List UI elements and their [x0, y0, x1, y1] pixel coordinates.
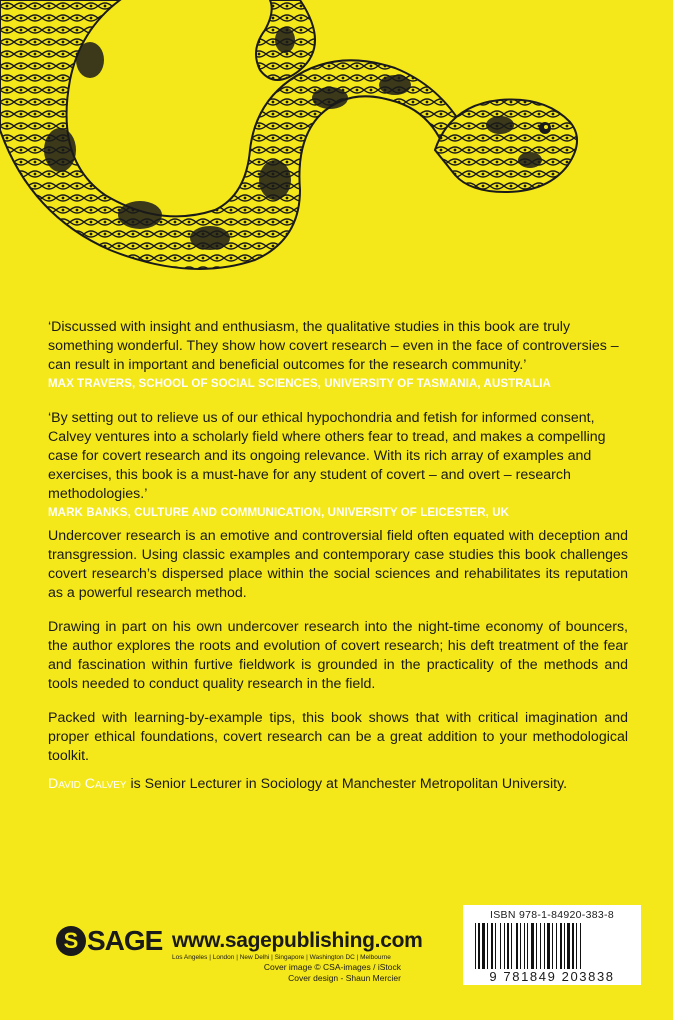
barcode-bar — [547, 923, 550, 969]
barcode-bar — [495, 923, 496, 969]
barcode-bar — [552, 923, 553, 969]
review-quote-1 — [48, 318, 628, 390]
isbn-barcode-box — [463, 905, 641, 985]
quote-text: ‘Discussed with insight and enthusiasm, the qualitative studies in this book are truly something wonderful. They show how covert research – even in the face of controversies – can result in important and beneficial outcomes for the research community.’ — [48, 319, 619, 373]
paragraph-text: Undercover research is an emotive and controversial field often equated with deception and transgression. Using classic examples and contemporary case studies this book challenges covert research’s dispersed place within the social sciences and rehabilitates its reputation as a powerful research method. — [48, 528, 628, 601]
barcode-bar — [491, 923, 493, 969]
quote-text: ‘By setting out to relieve us of our ethical hypochondria and fetish for informed consent, Calvey ventures into a scholarly field where others fear to tread, and makes a compelling case for covert research and its ongoing relevance. With its rich array of examples and exercises, this book is a must-have for any student of covert – and overt – research methodologies.’ — [48, 410, 606, 502]
barcode-bar — [520, 923, 521, 969]
barcode-bar — [540, 923, 541, 969]
barcode-bar — [544, 923, 545, 969]
barcode-bar — [524, 923, 525, 969]
barcode-bar — [478, 923, 480, 969]
barcode-bar — [572, 923, 574, 969]
cover-credits — [264, 962, 401, 984]
description-paragraph-3 — [48, 709, 628, 766]
review-quote-2 — [48, 409, 628, 519]
barcode-bar — [475, 923, 476, 969]
author-bio — [48, 775, 628, 794]
barcode-bar — [576, 923, 577, 969]
barcode-bar — [511, 923, 512, 969]
barcode-bar — [567, 923, 570, 969]
snake-illustration — [0, 0, 673, 290]
sage-logo-mark: S — [56, 926, 86, 956]
sage-logo — [56, 925, 162, 957]
author-name: David Calvey — [48, 776, 127, 792]
barcode-icon — [473, 923, 631, 969]
cover-design-credit: Cover design - Shaun Mercier — [288, 973, 401, 983]
quote-attribution: MARK BANKS, CULTURE AND COMMUNICATION, UNIVERSITY OF LEICESTER, UK — [48, 507, 510, 519]
author-bio-description: is Senior Lecturer in Sociology at Manchester Metropolitan University. — [126, 776, 568, 792]
sage-logo-word: SAGE — [87, 925, 163, 956]
publisher-block — [56, 925, 423, 985]
barcode-bar — [560, 923, 562, 969]
author-bio-text — [48, 775, 628, 794]
barcode-bar — [580, 923, 581, 969]
barcode-bar — [536, 923, 537, 969]
barcode-bar — [556, 923, 557, 969]
barcode-bar — [507, 923, 509, 969]
cover-image-credit: Cover image © CSA-images / iStock — [263, 962, 401, 972]
barcode-bar — [516, 923, 518, 969]
barcode-bar — [487, 923, 488, 969]
paragraph-text: Drawing in part on his own undercover research into the night-time economy of bouncers, the author explores the roots and evolution of covert research; his deft treatment of the fear and fascination within furtive fieldwork is grounded in the practicality of the methods and tools needed to conduct quality research in the field. — [48, 619, 628, 692]
barcode-bar — [527, 923, 528, 969]
paragraph-text: Packed with learning-by-example tips, this book shows that with critical imagination and proper ethical foundations, covert research can be a great addition to your methodological toolkit. — [48, 710, 628, 764]
barcode-bar — [482, 923, 485, 969]
isbn-digits: 9 781849 203838 — [489, 969, 615, 984]
publisher-cities: Los Angeles | London | New Delhi | Singapore | Washington DC | Melbourne — [172, 954, 391, 961]
barcode-bar — [500, 923, 501, 969]
description-paragraph-2 — [48, 618, 628, 694]
quote-attribution: MAX TRAVERS, SCHOOL OF SOCIAL SCIENCES, UNIVERSITY OF TASMANIA, AUSTRALIA — [48, 378, 551, 390]
isbn-label: ISBN 978-1-84920-383-8 — [490, 909, 614, 921]
description-paragraph-1 — [48, 527, 628, 603]
barcode-bar — [504, 923, 505, 969]
barcode-bar — [531, 923, 534, 969]
barcode-bar — [564, 923, 565, 969]
publisher-url: www.sagepublishing.com — [172, 929, 423, 952]
